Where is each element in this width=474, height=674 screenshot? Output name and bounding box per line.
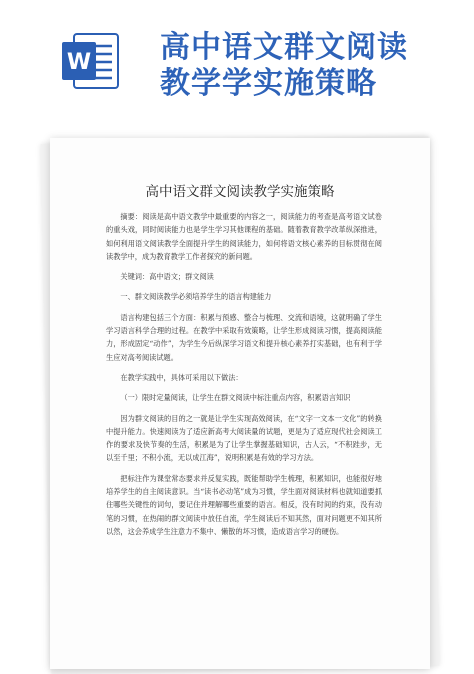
document-body (106, 210, 382, 538)
subsection1-paragraph: 因为群文阅读的目的之一就是让学生实现高效阅读，在“文字一文本一文化”的转换中提升能力。快速阅读为了适应新高考大阅读量的试题，更是为了适应现代社会阅读工作的要求及快节奏的生活，积累是为了让学生掌握基础知识，古人云，“不积跬步，无以至千里；不积小流，无以成江海”，说明积累是有效的学习方法。 (106, 413, 382, 463)
section1-paragraph: 语言构建包括三个方面：积累与预感、整合与梳理、交流和语境，这就明确了学生学习语言科学合理的过程。在教学中采取有效策略，让学生形成阅读习惯，提高阅读能力，形成固定“动作”，为学生今后纵深学习语文和提升核心素养打实基础，也有利于学生应对高考阅读试题。 (106, 312, 382, 362)
document-page (50, 138, 430, 669)
subsection1-heading: （一）限时定量阅读，让学生在群文阅读中标注重点内容，积累语言知识 (120, 393, 351, 403)
keywords-line: 关键词：高中语文；群文阅读 (120, 272, 214, 282)
section1-heading: 一、群文阅读教学必须培养学生的语言构建能力 (120, 292, 272, 302)
word-logo-letter: W (66, 50, 92, 75)
word-doc-icon (60, 30, 122, 92)
practice-intro: 在教学实践中，具体可采用以下做法： (120, 372, 243, 382)
abstract-paragraph: 摘要：阅读是高中语文教学中最重要的内容之一，阅读能力的考查是高考语文试卷的重头戏，同时阅读能力也是学生学习其他课程的基础。随着教育教学改革纵深推进，如何利用语文阅读教学全面提升学生的阅读能力，如何将语文核心素养的目标贯彻在阅读教学中，成为教育教学工作者探究的新问题。 (106, 212, 382, 261)
banner-title-line1: 高中语文群文阅读 (160, 30, 408, 65)
banner (0, 0, 474, 135)
document-title: 高中语文群文阅读教学实施策略 (145, 184, 335, 200)
banner-title-line2: 教学学实施策略 (160, 66, 377, 101)
final-paragraph: 把标注作为课堂常态要求并反复实践，既能帮助学生梳理，积累知识，也能很好地培养学生的自主阅读意识。当“读书必动笔”成为习惯，学生面对阅读材料也就知道要抓住哪些关键性的词句，要记住并理解哪些重要的语言。相反，没有时间的约束，没有动笔的习惯，在热闹的群文阅读中放任自流，学生阅读后不知其然，面对问题更不知其所以然，这会养成学生注意力不集中、懒散的坏习惯，造成语言学习的硬伤。 (106, 473, 382, 536)
banner-title (160, 30, 408, 102)
